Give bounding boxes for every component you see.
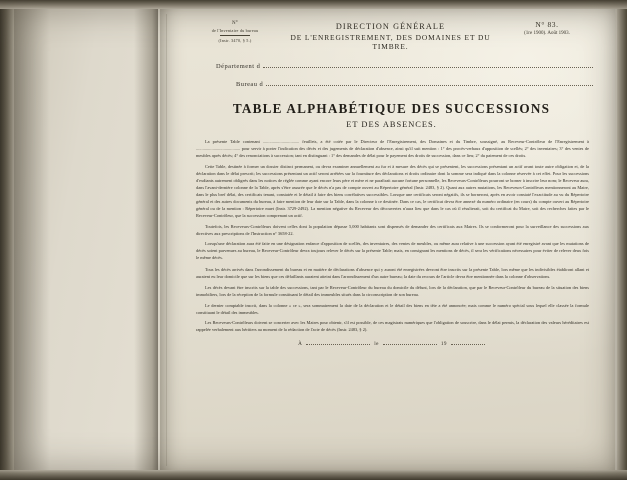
paragraph-1: La présente Table contenant ................................. feuillets, a été cotée par le Directeur de l'Enregistrement, des Domaines et du Timbre, soussigné, au Receveur-Contrôleur de l'Enregistrement à ........................................ pour servir à porter l'indication des décès et des jugements de déclaration d'absence, ainsi qu'il suit mention : 1° des procès-verbaux d'apposition de scellés; 2° des inventaires; 3° des ventes de meubles après décès; 4° des renonciations à succession; tant en distinguant : 1° des demandes de délai pour le payement des droits de succession, dans ce lieu; 2° du paiement de ces droits. xyxy=(196,139,589,159)
book-gutter-right xyxy=(617,0,627,480)
document-header xyxy=(190,18,593,51)
paragraph-3: Toutefois, les Receveurs-Contrôleurs doivent celles dont la population dépasse 5,000 habitants sont dispensés de demander des certificats aux Maires. Ils se conformeront pour la surveillance des successions aux directives aux prescriptions de l'Instruction n° 3658-22. xyxy=(196,224,589,237)
inventory-instruction-ref: (Instr. 3470, § 5.) xyxy=(218,37,252,43)
page-content xyxy=(160,8,615,472)
document-subtitle: ET DES ABSENCES. xyxy=(346,120,437,129)
header-left-divider xyxy=(220,35,250,36)
signature-year-input[interactable] xyxy=(451,344,485,345)
header-right-block xyxy=(501,18,593,38)
paragraph-4: Lorsqu'une déclaration aura été faite en une désignation enfance d'apposition de scellés, des inventaires, des ventes de meubles, ou même aura relative à une succession ayant été enregistré avant que les mutations de décès soient parvenues au bureau, le Receveur-Contrôleur devra toujours relever le décès sur la présente Table; mais, en consignant les mentions de décès, il sera les vérifications nécessaires pour éviter de relever deux fois le même décès. xyxy=(196,241,589,261)
inventory-bureau-label: de l'Inventaire du bureau xyxy=(211,27,259,33)
blank-facing-page xyxy=(10,7,158,473)
header-center-block xyxy=(286,18,495,51)
inventory-number-label: N° xyxy=(231,21,238,26)
signature-line[interactable] xyxy=(190,341,593,347)
field-departement-input[interactable] xyxy=(263,60,593,68)
signature-place-input[interactable] xyxy=(306,344,370,345)
signature-date-input[interactable] xyxy=(383,344,437,345)
form-number: N° 83. xyxy=(535,20,559,29)
header-left-block xyxy=(190,18,280,44)
signature-year-prefix: 19 xyxy=(440,340,447,347)
field-bureau[interactable] xyxy=(190,78,593,88)
field-bureau-input[interactable] xyxy=(266,78,593,86)
field-bureau-label: Bureau d xyxy=(236,81,264,88)
paragraph-7: Le dernier comptable inscrit, dans la colonne « ce », sera sommairement la date de la déclaration et le détail des biens en tête a été annoncée; mais comme le numéro spécial sous lequel elle classée la formule constituant le détail des immeubles. xyxy=(196,302,589,315)
paragraph-8: Les Receveurs-Contrôleurs doivent se concerter avec les Maires pour obtenir, s'il est possible, de ces magistrats numériques que l'obligation de souscrire, dans le délai permis, la déclaration des valeurs héréditaires est rappelée verbalement aux héritiers au moment de la rédaction de l'acte de décès (Instr. 2483, § 2). xyxy=(196,319,589,332)
paragraph-2: Cette Table, destinée à former un dossier distinct permanent, ou devra examiner annuellement au fur et à mesure des décès qui se présentent, les successions présentant un actif avant toute autre obligation et, de la déclaration dans le délai prescrit; les successions présentant un actif seront arrêtées sur la fourniture des déclarations et droits ordinaire dont la somme sera indiqué dans la colonne réservée à cet effet. Pour les successions d'exdiants autrement obligeés dans les notices de réglée comme ayant encore leurs père et mère et ne paraîtrait aucune fortune personnelle, les Receveurs-Contrôleurs pourront se borner à inscrire leur nom; le Receveur aura, dans l'avant-dernière colonne de la Table, après s'être assurée que le décès n'a pas de compte ouvert au Répertoire général (Instr. 2483, § 2). Quant aux autres mutations, les Receveurs-Contrôleurs mentionneront au Maire, dans le plus bref délai, des certificats tenant, constatée et le détail à faire des biens corrélatives successibles. Lorsque une certificats seront négatifs, ils se borneront, après en avoir constaté l'exactitude au vu du Répertoire général et des autres documents du bureau, à faire mention de leur date sur la Table, dans la colonne à ce destinée. Dans ce cas, le certificat devra être annexé du numéro ordinaire (en cours) du compte ouvert au Répertoire général ou de la mention : Répertoire muet (Instr. 3729-2492). La mention négative du Receveur des découvertes n'aura lieu que dans le cas où il résulterait, soit du certificat du Maire, soit des recherches faites par le Receveur-Contrôleur, que la succession comprenant un actif. xyxy=(196,164,589,219)
signature-date-prefix: le xyxy=(374,340,379,347)
field-departement-label: Département d xyxy=(216,63,261,70)
facing-page-fold xyxy=(134,7,158,473)
paragraph-6: Les décès devant être inscrits sur la table des successions, tant par le Receveur-Contrôleur du bureau du domicile du défunt, lors de la déclaration, que par le Receveur-Contrôleur du bureau de la situation des biens immobiliers, lors de la réception de la formule constituant le détail des immeubles situés dans la circonscription de son bureau. xyxy=(196,284,589,297)
page-bottom-edge xyxy=(0,470,627,480)
printed-form-page xyxy=(160,8,615,472)
signature-place-prefix: À xyxy=(298,340,303,347)
administration-line: DE L'ENREGISTREMENT, DES DOMAINES ET DU TIMBRE. xyxy=(290,33,491,51)
book-gutter-left xyxy=(0,0,14,480)
facing-page-shadow xyxy=(10,7,50,473)
page-top-edge xyxy=(0,0,627,9)
document-body xyxy=(190,138,593,333)
document-title: TABLE ALPHABÉTIQUE DES SUCCESSIONS xyxy=(232,101,551,116)
direction-generale-line: DIRECTION GÉNÉRALE xyxy=(335,22,446,31)
form-edition-reference: (1re 1900). Août 1903. xyxy=(524,31,570,37)
paragraph-5: Tous les décès arrivés dans l'arrondissement du bureau et en matière de déclarations d'absence qui y auront été enregistrées devront être inscrits sur la présente Table, lors même que les indivisibles établiront allant et auraient eu leur domicile que sur les biens que ces défaillants auraient atteint dans l'arrondissement d'un autre bureau; la date du recours de l'article devra être mentionnée dans la colonne d'observations. xyxy=(196,266,589,279)
field-departement[interactable] xyxy=(190,60,593,70)
